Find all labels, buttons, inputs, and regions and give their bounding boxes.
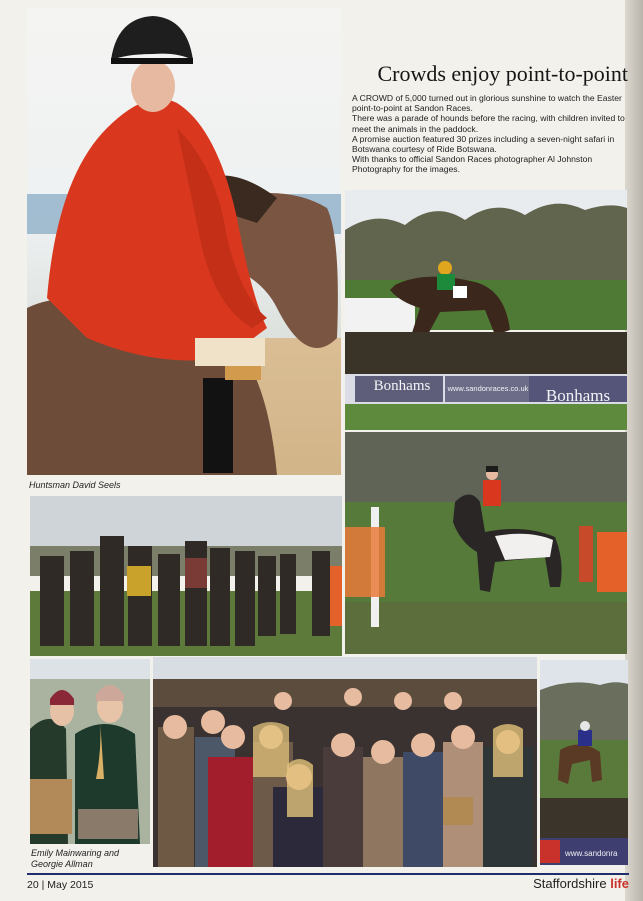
banner-url: www.sandonraces.co.uk	[447, 384, 529, 393]
footer-rule	[27, 873, 629, 875]
magazine-prefix: Staffordshire	[533, 876, 611, 891]
women-photo	[30, 659, 150, 844]
banner-bonhams-1: Bonhams	[373, 378, 431, 394]
piebald-horse-photo	[345, 432, 627, 654]
article-intro	[352, 93, 626, 175]
women-caption: Emily Mainwaring and Georgie Allman	[31, 848, 120, 869]
crowd-watching-photo	[30, 496, 342, 656]
magazine-suffix: life	[610, 876, 629, 891]
intro-paragraph: With thanks to official Sandon Races photographer Al Johnston Photography for the images.	[352, 154, 593, 175]
huntsman-photo	[27, 8, 341, 475]
banner-bonhams-2: Bonhams	[545, 386, 611, 405]
jockey-photo	[540, 660, 628, 865]
group-photo	[153, 657, 537, 867]
page-number: 20 | May 2015	[27, 879, 94, 891]
article-headline: Crowds enjoy point-to-point	[377, 61, 628, 86]
banner-url-partial: www.sandonra	[565, 849, 618, 858]
intro-paragraph: A promise auction featured 30 prizes including a seven-night safari in Botswana courtesy of Ride Botswana.	[352, 133, 615, 155]
intro-paragraph: A CROWD of 5,000 turned out in glorious sunshine to watch the Easter point-to-point at Sandon Races.	[352, 93, 622, 114]
magazine-name	[533, 876, 629, 891]
huntsman-caption: Huntsman David Seels	[29, 480, 121, 490]
intro-paragraph: There was a parade of hounds before the racing, with children invited to meet the animals in the paddock.	[352, 113, 625, 134]
